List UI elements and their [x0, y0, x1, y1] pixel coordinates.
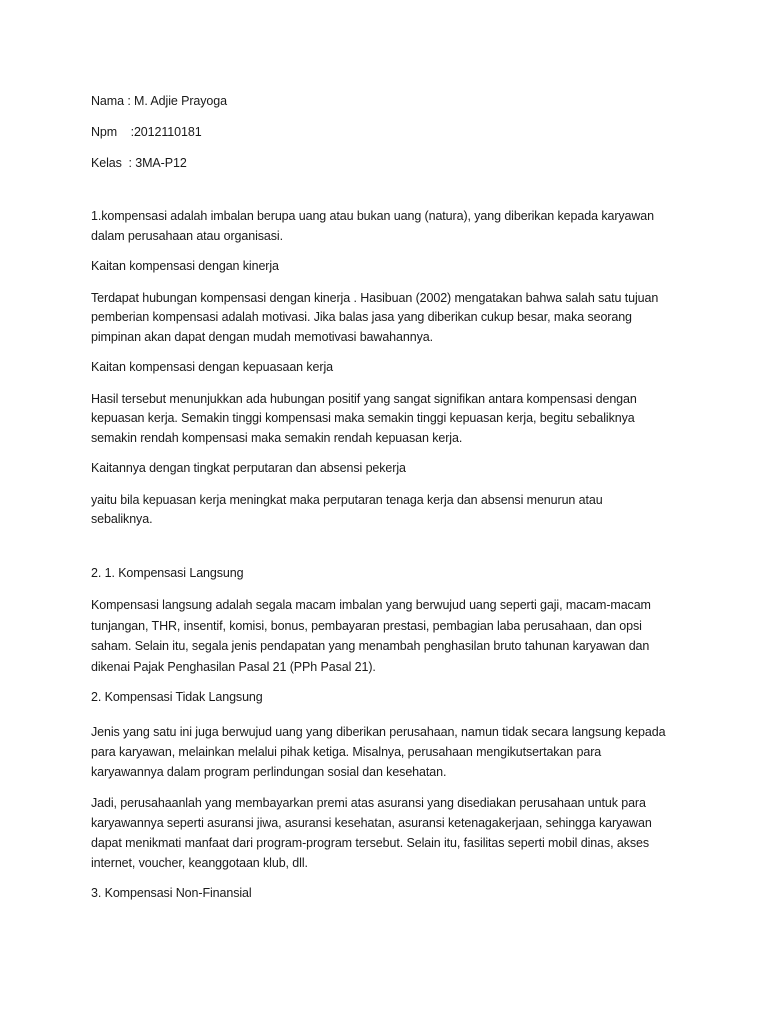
kompensasi-langsung-paragraph: Kompensasi langsung adalah segala macam imbalan yang berwujud uang seperti gaji, macam-macam tunjangan, THR, insentif, komisi, bonus, pembayaran prestasi, pembagian laba perusahaan, dan opsi saham. Selain itu, segala jenis pendapatan yang menambah penghasilan bruto tahunan karyawan dan dikenai Pajak Penghasilan Pasal 21 (PPh Pasal 21). [91, 598, 651, 674]
kompensasi-non-finansial-heading: 3. Kompensasi Non-Finansial [91, 885, 252, 900]
student-name: Nama : M. Adjie Prayoga [91, 94, 227, 108]
definition-paragraph: 1.kompensasi adalah imbalan berupa uang atau bukan uang (natura), yang diberikan kepada karyawan dalam perusahaan atau organisasi. [91, 209, 655, 243]
student-class-line [91, 154, 691, 185]
asuransi-paragraph: Jadi, perusahaanlah yang membayarkan premi atas asuransi yang disediakan perusahaan untuk para karyawannya seperti asuransi jiwa, asuransi kesehatan, asuransi ketenagakerjaan, sehingga karyawan dapat menikmati manfaat dari program-program tersebut. Selain itu, fasilitas seperti mobil dinas, akses internet, voucher, keanggotaan klub, dll. [91, 795, 652, 870]
kinerja-heading: Kaitan kompensasi dengan kinerja [91, 259, 279, 273]
spacer [91, 541, 691, 564]
kompensasi-tidak-langsung-paragraph: Jenis yang satu ini juga berwujud uang yang diberikan perusahaan, namun tidak secara langsung kepada para karyawan, melainkan melalui pihak ketiga. Misalnya, perusahaan mengikutsertakan para karyawannya dalam program perlindungan sosial dan kesehatan. [91, 724, 666, 779]
perputaran-paragraph: yaitu bila kepuasan kerja meningkat maka perputaran tenaga kerja dan absensi menurun atau sebaliknya. [91, 492, 603, 526]
kepuasan-heading: Kaitan kompensasi dengan kepuasaan kerja [91, 360, 334, 374]
kinerja-paragraph: Terdapat hubungan kompensasi dengan kinerja . Hasibuan (2002) mengatakan bahwa salah satu tujuan pemberian kompensasi adalah motivasi. Jika balas jasa yang diberikan cukup besar, maka seorang pimpinan akan dapat dengan mudah memotivasi bawahannya. [91, 290, 659, 344]
student-npm-line [91, 123, 691, 154]
student-npm: Npm :2012110181 [91, 125, 202, 139]
spacer [91, 185, 691, 207]
kompensasi-tidak-langsung-heading: 2. Kompensasi Tidak Langsung [91, 690, 263, 704]
kepuasan-paragraph: Hasil tersebut menunjukkan ada hubungan positif yang sangat signifikan antara kompensasi dengan kepuasan kerja. Semakin tinggi kompensasi maka semakin tinggi kepuasan kerja, begitu sebaliknya semakin rendah kompensasi maka semakin rendah kepuasan kerja. [91, 391, 637, 445]
student-name-line [91, 92, 691, 123]
kompensasi-langsung-heading: 2. 1. Kompensasi Langsung [91, 565, 244, 580]
document-page [91, 92, 691, 915]
student-class: Kelas : 3MA-P12 [91, 156, 187, 170]
perputaran-heading: Kaitannya dengan tingkat perputaran dan absensi pekerja [91, 461, 406, 475]
